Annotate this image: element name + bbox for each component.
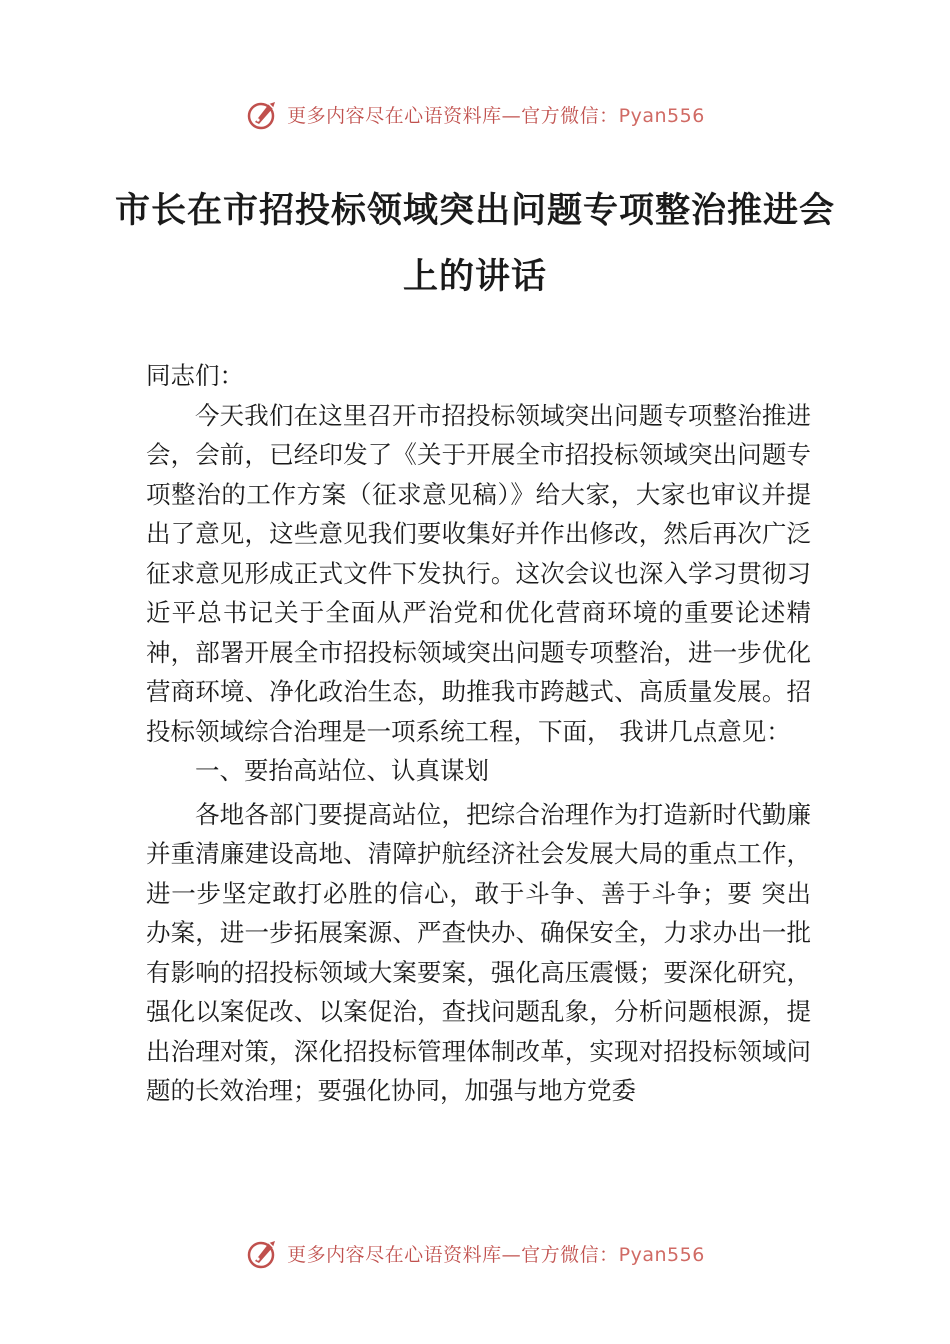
section-paragraph: 各地各部门要提高站位，把综合治理作为打造新时代勤廉并重清廉建设高地、清障护航经济社会发展大局的重点工作，进一步坚定敢打必胜的信心，敢于斗争、善于斗争；要 突出办案，进一步拓展案源、严查快办、确保安全，力求办出一批有影响的招投标领域大案要案，强化高压震慑；要深化研究，强化以案促改、以案促治，查找问题乱象，分析问题根源，提出治理对策，深化招投标管理体制改革，实现对招投标领域问题的长效治理；要强化协同，加强与地方党委 <box>146 799 811 1105</box>
watermark-banner-bottom <box>0 1233 950 1273</box>
watermark-handle: Pyan556 <box>618 1243 705 1266</box>
watermark-text <box>287 1240 705 1267</box>
pen-nib-logo-icon <box>245 96 281 132</box>
watermark-banner-top <box>0 94 950 134</box>
document-body <box>146 356 811 1111</box>
watermark-text <box>287 101 705 128</box>
watermark-label: 更多内容尽在心语资料库—官方微信： <box>287 104 619 127</box>
document-title: 市长在市招投标领域突出问题专项整治推进会上的讲话 <box>114 190 835 297</box>
section-heading: 一、要抬高站位、认真谋划 <box>195 756 489 785</box>
watermark-handle: Pyan556 <box>618 104 705 127</box>
salutation: 同志们： <box>146 361 244 390</box>
pen-nib-logo-icon <box>245 1235 281 1271</box>
body-paragraph: 今天我们在这里召开市招投标领域突出问题专项整治推进会，会前，已经印发了《关于开展全市招投标领域突出问题专项整治的工作方案（征求意见稿）》给大家，大家也审议并提出了意见，这些意见我们要收集好并作出修改，然后再次广泛征求意见形成正式文件下发执行。这次会议也深入学习贯彻习近平总书记关于全面从严治党和优化营商环境的重要论述精神，部署开展全市招投标领域突出问题专项整治，进一步优化营商环境、净化政治生态，助推我市跨越式、高质量发展。招投标领域综合治理是一项系统工程，下面， 我讲几点意见： <box>146 400 811 746</box>
watermark-label: 更多内容尽在心语资料库—官方微信： <box>287 1243 619 1266</box>
